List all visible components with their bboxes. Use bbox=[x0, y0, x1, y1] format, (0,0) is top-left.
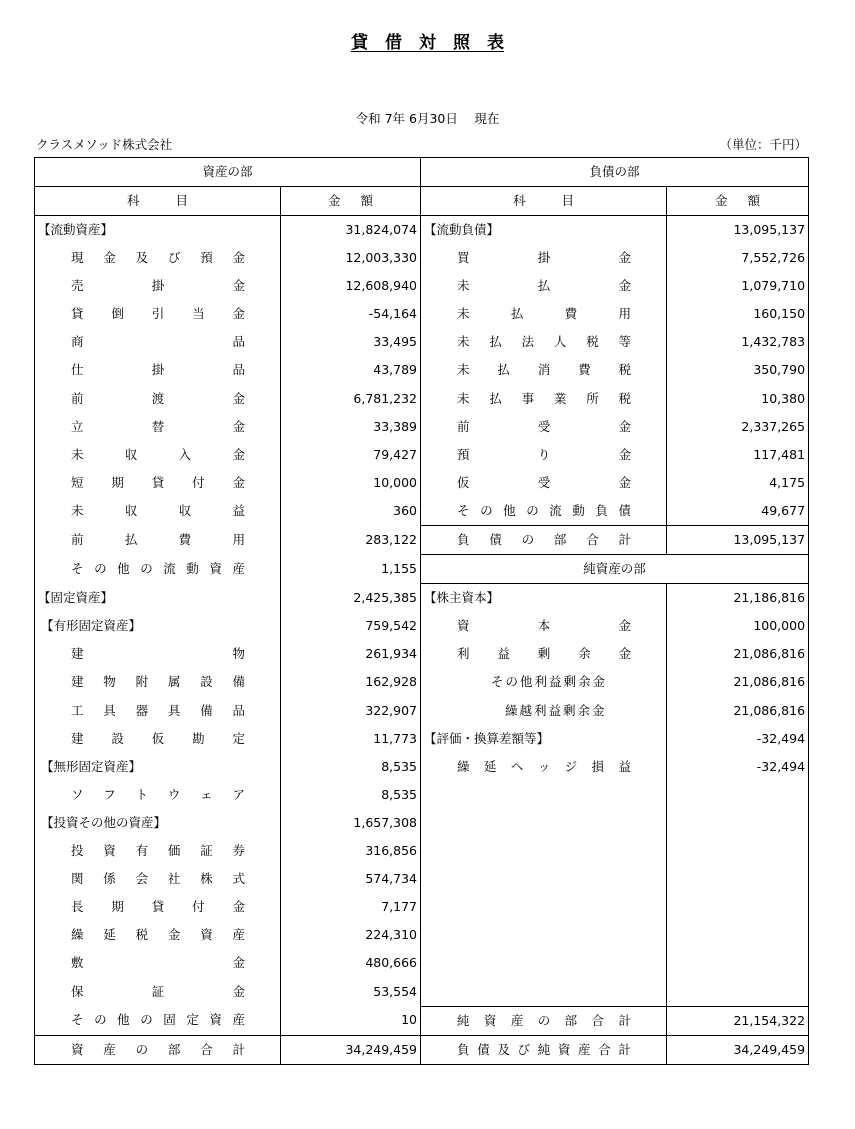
asset-amount: 1,155 bbox=[281, 555, 421, 584]
asset-amount: 79,427 bbox=[281, 441, 421, 469]
liability-item-label: 預 り 金 bbox=[457, 446, 631, 462]
liability-amount bbox=[667, 809, 809, 837]
asset-item-label: 立 替 金 bbox=[71, 418, 245, 434]
asset-item-label: 建 設 仮 勘 定 bbox=[71, 730, 245, 746]
asset-amount: 53,554 bbox=[281, 978, 421, 1007]
table-row bbox=[35, 526, 809, 555]
table-row bbox=[35, 385, 809, 413]
asset-item-label: 貸 倒 引 当 金 bbox=[71, 306, 245, 322]
liability-item-label: 未 払 事 業 所 税 bbox=[457, 390, 632, 406]
liability-amount bbox=[667, 950, 809, 978]
asset-item-label: 長 期 貸 付 金 bbox=[71, 899, 245, 915]
liab-net-total-amount: 34,249,459 bbox=[667, 1035, 809, 1064]
liability-amount: 21,154,322 bbox=[667, 1006, 809, 1035]
liability-amount bbox=[667, 978, 809, 1007]
liability-amount: 2,337,265 bbox=[667, 413, 809, 441]
table-row bbox=[35, 837, 809, 865]
asset-item-label: そ の 他 の 流 動 資 産 bbox=[71, 561, 245, 577]
asset-item-label: 建 物 bbox=[71, 646, 245, 662]
asset-amount: 7,177 bbox=[281, 893, 421, 921]
asset-amount: 8,535 bbox=[281, 753, 421, 781]
table-row bbox=[35, 216, 809, 245]
asset-total-item-label: 資 産 の 部 合 計 bbox=[71, 1041, 245, 1057]
table-row bbox=[35, 809, 809, 837]
asset-amount: 261,934 bbox=[281, 641, 421, 669]
asset-item-label: 保 証 金 bbox=[71, 983, 245, 999]
asset-amount: 31,824,074 bbox=[281, 216, 421, 245]
liability-item-label: 【株主資本】 bbox=[424, 590, 500, 606]
document-title: 貸 借 対 照 表 bbox=[351, 33, 504, 53]
liability-item-label: 買 掛 金 bbox=[457, 250, 631, 266]
table-row bbox=[35, 413, 809, 441]
liability-item-label: 繰越利益剰余金 bbox=[505, 702, 607, 718]
liabilities-section-header: 負債の部 bbox=[421, 158, 809, 187]
liabilities-amount-header: 金 額 bbox=[667, 187, 809, 216]
asset-item-label: 短 期 貸 付 金 bbox=[71, 474, 245, 490]
liability-amount: 117,481 bbox=[667, 441, 809, 469]
table-row bbox=[35, 781, 809, 809]
liability-amount: -32,494 bbox=[667, 753, 809, 781]
asset-item-label: 現 金 及 び 預 金 bbox=[71, 250, 245, 266]
table-row bbox=[35, 893, 809, 921]
liability-item-label: 負 債 の 部 合 計 bbox=[457, 532, 632, 548]
liability-amount: 7,552,726 bbox=[667, 244, 809, 272]
table-row bbox=[35, 497, 809, 526]
asset-amount: 759,542 bbox=[281, 613, 421, 641]
liability-item-label: 未 払 費 用 bbox=[457, 306, 632, 322]
liability-item-label: 前 受 金 bbox=[457, 418, 631, 434]
asset-item-label: 【有形固定資産】 bbox=[41, 618, 142, 634]
table-row bbox=[35, 244, 809, 272]
table-row bbox=[35, 950, 809, 978]
liability-amount bbox=[667, 922, 809, 950]
table-row bbox=[35, 329, 809, 357]
liability-amount: -32,494 bbox=[667, 725, 809, 753]
liability-item-label: 純 資 産 の 部 合 計 bbox=[457, 1012, 631, 1028]
liability-item-label: 未 払 消 費 税 bbox=[457, 362, 631, 378]
liability-amount bbox=[667, 781, 809, 809]
liabilities-item-header: 科 目 bbox=[421, 187, 667, 216]
liability-amount: 1,079,710 bbox=[667, 272, 809, 300]
asset-item-label: 未 収 入 金 bbox=[71, 446, 245, 462]
asset-amount: 316,856 bbox=[281, 837, 421, 865]
report-date: 令和 7年 6月30日 現在 bbox=[355, 111, 500, 126]
table-row bbox=[35, 584, 809, 613]
liability-amount: 350,790 bbox=[667, 357, 809, 385]
table-row bbox=[35, 753, 809, 781]
liability-amount: 21,086,816 bbox=[667, 641, 809, 669]
liability-amount bbox=[667, 865, 809, 893]
liability-item-label: 仮 受 金 bbox=[457, 474, 631, 490]
liability-item-label: 【評価・換算差額等】 bbox=[424, 730, 550, 746]
table-row bbox=[35, 669, 809, 697]
asset-amount: 43,789 bbox=[281, 357, 421, 385]
asset-item-label: 【無形固定資産】 bbox=[41, 758, 142, 774]
asset-amount: 360 bbox=[281, 497, 421, 526]
balance-sheet-table bbox=[34, 157, 809, 1065]
asset-item-label: 【投資その他の資産】 bbox=[41, 814, 167, 830]
asset-amount: 480,666 bbox=[281, 950, 421, 978]
net-assets-section-header: 純資産の部 bbox=[421, 555, 809, 584]
liability-item-label: 未 払 金 bbox=[457, 278, 631, 294]
table-row bbox=[35, 922, 809, 950]
assets-total-amount: 34,249,459 bbox=[281, 1035, 421, 1064]
asset-amount: 224,310 bbox=[281, 922, 421, 950]
liability-amount bbox=[667, 837, 809, 865]
asset-amount: 33,389 bbox=[281, 413, 421, 441]
asset-amount: 12,608,940 bbox=[281, 272, 421, 300]
liability-amount: 10,380 bbox=[667, 385, 809, 413]
table-row bbox=[35, 1006, 809, 1035]
asset-item-label: 【固定資産】 bbox=[38, 589, 114, 605]
asset-item-label: 工 具 器 具 備 品 bbox=[71, 702, 245, 718]
asset-item-label: 商 品 bbox=[71, 334, 245, 350]
table-row bbox=[35, 641, 809, 669]
asset-amount: 2,425,385 bbox=[281, 584, 421, 613]
liability-item-label: 未 払 法 人 税 等 bbox=[457, 334, 632, 350]
asset-item-label: 建 物 附 属 設 備 bbox=[71, 674, 245, 690]
asset-item-label: 前 渡 金 bbox=[71, 390, 245, 406]
table-row bbox=[35, 613, 809, 641]
liability-item-label: 繰 延 ヘ ッ ジ 損 益 bbox=[457, 758, 631, 774]
liability-amount: 21,086,816 bbox=[667, 697, 809, 725]
company-name: クラスメソッド株式会社 bbox=[36, 137, 173, 152]
asset-amount: 322,907 bbox=[281, 697, 421, 725]
liability-item-label: 利 益 剰 余 金 bbox=[457, 646, 631, 662]
liability-amount: 21,186,816 bbox=[667, 584, 809, 613]
liability-amount: 49,677 bbox=[667, 497, 809, 526]
asset-item-label: 投 資 有 価 証 券 bbox=[71, 843, 245, 859]
column-header-row bbox=[35, 187, 809, 216]
table-row bbox=[35, 725, 809, 753]
asset-amount: 574,734 bbox=[281, 865, 421, 893]
liability-amount: 160,150 bbox=[667, 300, 809, 328]
asset-amount: 8,535 bbox=[281, 781, 421, 809]
asset-item-label: 前 払 費 用 bbox=[71, 532, 245, 548]
asset-amount: -54,164 bbox=[281, 300, 421, 328]
liability-amount: 4,175 bbox=[667, 469, 809, 497]
balance-sheet-body bbox=[35, 216, 809, 1065]
asset-amount: 11,773 bbox=[281, 725, 421, 753]
table-row bbox=[35, 469, 809, 497]
asset-item-label: ソ フ ト ウ ェ ア bbox=[71, 786, 245, 802]
liability-amount: 21,086,816 bbox=[667, 669, 809, 697]
assets-section-header: 資産の部 bbox=[35, 158, 421, 187]
liability-item-label: 【流動負債】 bbox=[424, 221, 500, 237]
asset-item-label: 仕 掛 品 bbox=[71, 362, 245, 378]
asset-item-label: 未 収 収 益 bbox=[71, 503, 245, 519]
asset-amount: 10 bbox=[281, 1006, 421, 1035]
liability-amount: 1,432,783 bbox=[667, 329, 809, 357]
asset-item-label: 敷 金 bbox=[71, 955, 245, 971]
asset-amount: 12,003,330 bbox=[281, 244, 421, 272]
table-row bbox=[35, 978, 809, 1007]
section-header-row bbox=[35, 158, 809, 187]
liability-item-label: 資 本 金 bbox=[457, 618, 631, 634]
asset-item-label: 【流動資産】 bbox=[38, 221, 114, 237]
liability-amount bbox=[667, 893, 809, 921]
liability-amount: 13,095,137 bbox=[667, 216, 809, 245]
table-row bbox=[35, 300, 809, 328]
liability-item-label: そ の 他 の 流 動 負 債 bbox=[457, 502, 631, 518]
assets-item-header: 科 目 bbox=[35, 187, 281, 216]
asset-amount: 162,928 bbox=[281, 669, 421, 697]
asset-item-label: 売 掛 金 bbox=[71, 278, 245, 294]
unit-label: （単位：千円） bbox=[719, 137, 807, 152]
asset-item-label: 繰 延 税 金 資 産 bbox=[71, 927, 245, 943]
asset-amount: 33,495 bbox=[281, 329, 421, 357]
asset-amount: 10,000 bbox=[281, 469, 421, 497]
table-row bbox=[35, 865, 809, 893]
liab-net-total-item-label: 負 債 及 び 純 資 産 合 計 bbox=[457, 1041, 631, 1057]
assets-amount-header: 金 額 bbox=[281, 187, 421, 216]
table-row bbox=[35, 441, 809, 469]
liability-amount: 13,095,137 bbox=[667, 526, 809, 555]
table-row bbox=[35, 272, 809, 300]
table-row bbox=[35, 555, 809, 584]
table-row bbox=[35, 357, 809, 385]
liability-amount: 100,000 bbox=[667, 613, 809, 641]
asset-item-label: そ の 他 の 固 定 資 産 bbox=[71, 1012, 245, 1028]
asset-amount: 6,781,232 bbox=[281, 385, 421, 413]
asset-amount: 283,122 bbox=[281, 526, 421, 555]
asset-amount: 1,657,308 bbox=[281, 809, 421, 837]
table-row bbox=[35, 697, 809, 725]
grand-total-row bbox=[35, 1035, 809, 1064]
asset-item-label: 関 係 会 社 株 式 bbox=[71, 871, 245, 887]
liability-item-label: その他利益剰余金 bbox=[491, 674, 608, 690]
